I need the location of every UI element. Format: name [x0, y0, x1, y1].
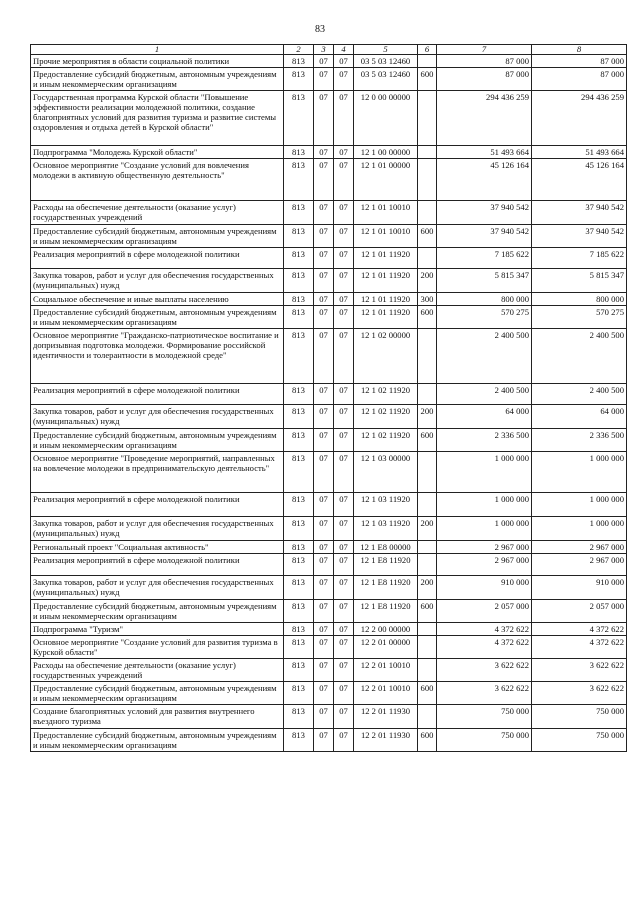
target-article-code-cell: 12 1 01 11920: [354, 293, 418, 306]
amount-year-1-cell: 51 493 664: [437, 146, 532, 159]
subsection-code-cell: 07: [334, 729, 354, 752]
table-row: [31, 384, 627, 405]
expense-type-code-cell: 600: [418, 729, 437, 752]
table-row: [31, 146, 627, 159]
col-8-header: 8: [532, 45, 627, 55]
target-article-code-cell: 12 1 01 11920: [354, 306, 418, 329]
amount-year-1-cell: 87 000: [437, 55, 532, 68]
section-code-cell: 07: [314, 452, 334, 493]
col-1-header: 1: [31, 45, 284, 55]
section-code-cell: 07: [314, 384, 334, 405]
expense-type-code-cell: [418, 55, 437, 68]
amount-year-2-cell: 2 967 000: [532, 554, 627, 576]
amount-year-1-cell: 45 126 164: [437, 159, 532, 201]
grbs-code-cell: 813: [284, 659, 314, 682]
col-2-header: 2: [284, 45, 314, 55]
table-row: [31, 269, 627, 293]
section-code-cell: 07: [314, 541, 334, 554]
amount-year-1-cell: 7 185 622: [437, 248, 532, 269]
amount-year-2-cell: 2 057 000: [532, 600, 627, 623]
table-row: [31, 429, 627, 452]
target-article-code-cell: 03 5 03 12460: [354, 55, 418, 68]
expense-type-code-cell: 200: [418, 517, 437, 541]
amount-year-2-cell: 64 000: [532, 405, 627, 429]
item-name-cell: Предоставление субсидий бюджетным, автономным учреждениям и иным некоммерческим организациям: [31, 682, 284, 705]
grbs-code-cell: 813: [284, 705, 314, 729]
expense-type-code-cell: [418, 452, 437, 493]
expense-type-code-cell: [418, 623, 437, 636]
amount-year-1-cell: 1 000 000: [437, 517, 532, 541]
item-name-cell: Предоставление субсидий бюджетным, автономным учреждениям и иным некоммерческим организациям: [31, 729, 284, 752]
subsection-code-cell: 07: [334, 306, 354, 329]
expense-type-code-cell: 600: [418, 600, 437, 623]
subsection-code-cell: 07: [334, 541, 354, 554]
item-name-cell: Реализация мероприятий в сфере молодежной политики: [31, 493, 284, 517]
amount-year-2-cell: 37 940 542: [532, 201, 627, 225]
item-name-cell: Предоставление субсидий бюджетным, автономным учреждениям и иным некоммерческим организациям: [31, 600, 284, 623]
section-code-cell: 07: [314, 293, 334, 306]
amount-year-2-cell: 1 000 000: [532, 517, 627, 541]
expense-type-code-cell: 600: [418, 225, 437, 248]
expense-type-code-cell: 200: [418, 576, 437, 600]
table-row: [31, 306, 627, 329]
grbs-code-cell: 813: [284, 554, 314, 576]
section-code-cell: 07: [314, 429, 334, 452]
section-code-cell: 07: [314, 329, 334, 384]
col-7-header: 7: [437, 45, 532, 55]
amount-year-2-cell: 800 000: [532, 293, 627, 306]
table-row: [31, 576, 627, 600]
item-name-cell: Основное мероприятие "Создание условий для вовлечения молодежи в активную общественную деятельность": [31, 159, 284, 201]
subsection-code-cell: 07: [334, 201, 354, 225]
expense-type-code-cell: 200: [418, 269, 437, 293]
item-name-cell: Подпрограмма "Туризм": [31, 623, 284, 636]
grbs-code-cell: 813: [284, 452, 314, 493]
amount-year-1-cell: 1 000 000: [437, 493, 532, 517]
target-article-code-cell: 12 2 01 11930: [354, 729, 418, 752]
grbs-code-cell: 813: [284, 306, 314, 329]
target-article-code-cell: 12 1 02 00000: [354, 329, 418, 384]
col-3-header: 3: [314, 45, 334, 55]
expense-type-code-cell: 600: [418, 429, 437, 452]
section-code-cell: 07: [314, 68, 334, 91]
section-code-cell: 07: [314, 269, 334, 293]
amount-year-2-cell: 1 000 000: [532, 452, 627, 493]
amount-year-2-cell: 2 336 500: [532, 429, 627, 452]
target-article-code-cell: 12 1 01 11920: [354, 269, 418, 293]
expense-type-code-cell: 300: [418, 293, 437, 306]
table-row: [31, 225, 627, 248]
expense-type-code-cell: [418, 554, 437, 576]
table-row: [31, 68, 627, 91]
target-article-code-cell: 12 1 E8 11920: [354, 576, 418, 600]
amount-year-1-cell: 2 400 500: [437, 329, 532, 384]
section-code-cell: 07: [314, 554, 334, 576]
subsection-code-cell: 07: [334, 91, 354, 146]
grbs-code-cell: 813: [284, 429, 314, 452]
grbs-code-cell: 813: [284, 517, 314, 541]
table-row: [31, 405, 627, 429]
target-article-code-cell: 12 1 03 11920: [354, 493, 418, 517]
item-name-cell: Основное мероприятие "Проведение мероприятий, направленных на вовлечение молодежи в предпринимательскую деятельность": [31, 452, 284, 493]
amount-year-1-cell: 1 000 000: [437, 452, 532, 493]
item-name-cell: Закупка товаров, работ и услуг для обеспечения государственных (муниципальных) нужд: [31, 517, 284, 541]
target-article-code-cell: 12 1 01 10010: [354, 201, 418, 225]
grbs-code-cell: 813: [284, 682, 314, 705]
grbs-code-cell: 813: [284, 225, 314, 248]
amount-year-1-cell: 3 622 622: [437, 682, 532, 705]
amount-year-2-cell: 294 436 259: [532, 91, 627, 146]
target-article-code-cell: 12 1 02 11920: [354, 384, 418, 405]
subsection-code-cell: 07: [334, 248, 354, 269]
amount-year-1-cell: 910 000: [437, 576, 532, 600]
amount-year-1-cell: 750 000: [437, 705, 532, 729]
amount-year-1-cell: 3 622 622: [437, 659, 532, 682]
amount-year-2-cell: 37 940 542: [532, 225, 627, 248]
expense-type-code-cell: [418, 493, 437, 517]
section-code-cell: 07: [314, 493, 334, 517]
amount-year-2-cell: 4 372 622: [532, 636, 627, 659]
table-row: [31, 659, 627, 682]
section-code-cell: 07: [314, 306, 334, 329]
amount-year-1-cell: 37 940 542: [437, 201, 532, 225]
amount-year-1-cell: 2 057 000: [437, 600, 532, 623]
item-name-cell: Закупка товаров, работ и услуг для обеспечения государственных (муниципальных) нужд: [31, 576, 284, 600]
grbs-code-cell: 813: [284, 405, 314, 429]
subsection-code-cell: 07: [334, 159, 354, 201]
table-row: [31, 541, 627, 554]
target-article-code-cell: 12 1 02 11920: [354, 429, 418, 452]
subsection-code-cell: 07: [334, 705, 354, 729]
subsection-code-cell: 07: [334, 493, 354, 517]
table-row: [31, 201, 627, 225]
target-article-code-cell: 12 2 01 10010: [354, 659, 418, 682]
table-row: [31, 55, 627, 68]
section-code-cell: 07: [314, 729, 334, 752]
table-row: [31, 329, 627, 384]
table-row: [31, 493, 627, 517]
amount-year-2-cell: 4 372 622: [532, 623, 627, 636]
section-code-cell: 07: [314, 248, 334, 269]
grbs-code-cell: 813: [284, 269, 314, 293]
amount-year-2-cell: 51 493 664: [532, 146, 627, 159]
subsection-code-cell: 07: [334, 429, 354, 452]
grbs-code-cell: 813: [284, 248, 314, 269]
col-6-header: 6: [418, 45, 437, 55]
subsection-code-cell: 07: [334, 225, 354, 248]
subsection-code-cell: 07: [334, 269, 354, 293]
expense-type-code-cell: 600: [418, 682, 437, 705]
target-article-code-cell: 12 1 03 00000: [354, 452, 418, 493]
section-code-cell: 07: [314, 55, 334, 68]
expense-type-code-cell: [418, 705, 437, 729]
amount-year-2-cell: 2 967 000: [532, 541, 627, 554]
section-code-cell: 07: [314, 201, 334, 225]
grbs-code-cell: 813: [284, 159, 314, 201]
amount-year-2-cell: 3 622 622: [532, 682, 627, 705]
grbs-code-cell: 813: [284, 293, 314, 306]
grbs-code-cell: 813: [284, 55, 314, 68]
amount-year-2-cell: 45 126 164: [532, 159, 627, 201]
amount-year-1-cell: 37 940 542: [437, 225, 532, 248]
table-row: [31, 517, 627, 541]
target-article-code-cell: 12 1 E8 00000: [354, 541, 418, 554]
item-name-cell: Расходы на обеспечение деятельности (оказание услуг) государственных учреждений: [31, 659, 284, 682]
grbs-code-cell: 813: [284, 146, 314, 159]
budget-table: [30, 44, 627, 752]
table-row: [31, 705, 627, 729]
grbs-code-cell: 813: [284, 68, 314, 91]
target-article-code-cell: 12 0 00 00000: [354, 91, 418, 146]
expense-type-code-cell: [418, 146, 437, 159]
item-name-cell: Государственная программа Курской области "Повышение эффективности реализации молодежной политики, создание благоприятных условий для развития туризма и развитие системы оздоровления и отдыха детей в Курской области": [31, 91, 284, 146]
item-name-cell: Расходы на обеспечение деятельности (оказание услуг) государственных учреждений: [31, 201, 284, 225]
amount-year-2-cell: 750 000: [532, 705, 627, 729]
subsection-code-cell: 07: [334, 600, 354, 623]
amount-year-2-cell: 2 400 500: [532, 329, 627, 384]
item-name-cell: Реализация мероприятий в сфере молодежной политики: [31, 384, 284, 405]
amount-year-1-cell: 800 000: [437, 293, 532, 306]
col-4-header: 4: [334, 45, 354, 55]
grbs-code-cell: 813: [284, 600, 314, 623]
table-row: [31, 248, 627, 269]
grbs-code-cell: 813: [284, 201, 314, 225]
target-article-code-cell: 12 1 01 00000: [354, 159, 418, 201]
amount-year-1-cell: 87 000: [437, 68, 532, 91]
amount-year-2-cell: 910 000: [532, 576, 627, 600]
section-code-cell: 07: [314, 682, 334, 705]
section-code-cell: 07: [314, 405, 334, 429]
amount-year-2-cell: 7 185 622: [532, 248, 627, 269]
amount-year-2-cell: 5 815 347: [532, 269, 627, 293]
subsection-code-cell: 07: [334, 68, 354, 91]
table-row: [31, 452, 627, 493]
subsection-code-cell: 07: [334, 55, 354, 68]
amount-year-2-cell: 2 400 500: [532, 384, 627, 405]
item-name-cell: Подпрограмма "Молодежь Курской области": [31, 146, 284, 159]
page-number: 83: [315, 24, 325, 35]
item-name-cell: Предоставление субсидий бюджетным, автономным учреждениям и иным некоммерческим организациям: [31, 429, 284, 452]
target-article-code-cell: 12 1 02 11920: [354, 405, 418, 429]
expense-type-code-cell: 600: [418, 306, 437, 329]
section-code-cell: 07: [314, 91, 334, 146]
target-article-code-cell: 12 1 E8 11920: [354, 554, 418, 576]
table-row: [31, 682, 627, 705]
subsection-code-cell: 07: [334, 452, 354, 493]
subsection-code-cell: 07: [334, 517, 354, 541]
target-article-code-cell: 12 1 E8 11920: [354, 600, 418, 623]
item-name-cell: Прочие мероприятия в области социальной политики: [31, 55, 284, 68]
amount-year-1-cell: 2 967 000: [437, 554, 532, 576]
subsection-code-cell: 07: [334, 293, 354, 306]
table-row: [31, 293, 627, 306]
amount-year-1-cell: 294 436 259: [437, 91, 532, 146]
item-name-cell: Реализация мероприятий в сфере молодежной политики: [31, 248, 284, 269]
section-code-cell: 07: [314, 517, 334, 541]
section-code-cell: 07: [314, 225, 334, 248]
amount-year-1-cell: 2 400 500: [437, 384, 532, 405]
subsection-code-cell: 07: [334, 659, 354, 682]
section-code-cell: 07: [314, 659, 334, 682]
subsection-code-cell: 07: [334, 554, 354, 576]
expense-type-code-cell: [418, 201, 437, 225]
table-row: [31, 623, 627, 636]
section-code-cell: 07: [314, 159, 334, 201]
section-code-cell: 07: [314, 636, 334, 659]
grbs-code-cell: 813: [284, 384, 314, 405]
table-row: [31, 554, 627, 576]
expense-type-code-cell: 600: [418, 68, 437, 91]
amount-year-2-cell: 750 000: [532, 729, 627, 752]
column-number-row: [31, 45, 627, 55]
table-row: [31, 159, 627, 201]
table-row: [31, 636, 627, 659]
target-article-code-cell: 12 2 01 00000: [354, 636, 418, 659]
amount-year-2-cell: 1 000 000: [532, 493, 627, 517]
expense-type-code-cell: [418, 384, 437, 405]
expense-type-code-cell: [418, 636, 437, 659]
expense-type-code-cell: [418, 159, 437, 201]
table-row: [31, 729, 627, 752]
section-code-cell: 07: [314, 705, 334, 729]
target-article-code-cell: 12 2 01 10010: [354, 682, 418, 705]
table-row: [31, 91, 627, 146]
target-article-code-cell: 12 2 01 11930: [354, 705, 418, 729]
table-row: [31, 600, 627, 623]
expense-type-code-cell: [418, 248, 437, 269]
amount-year-1-cell: 4 372 622: [437, 636, 532, 659]
grbs-code-cell: 813: [284, 729, 314, 752]
amount-year-1-cell: 64 000: [437, 405, 532, 429]
target-article-code-cell: 12 1 00 00000: [354, 146, 418, 159]
amount-year-1-cell: 4 372 622: [437, 623, 532, 636]
target-article-code-cell: 12 2 00 00000: [354, 623, 418, 636]
target-article-code-cell: 12 1 01 10010: [354, 225, 418, 248]
item-name-cell: Закупка товаров, работ и услуг для обеспечения государственных (муниципальных) нужд: [31, 269, 284, 293]
subsection-code-cell: 07: [334, 329, 354, 384]
grbs-code-cell: 813: [284, 541, 314, 554]
subsection-code-cell: 07: [334, 623, 354, 636]
subsection-code-cell: 07: [334, 384, 354, 405]
amount-year-1-cell: 2 336 500: [437, 429, 532, 452]
grbs-code-cell: 813: [284, 493, 314, 517]
target-article-code-cell: 12 1 03 11920: [354, 517, 418, 541]
item-name-cell: Основное мероприятие "Гражданско-патриотическое воспитание и допризывная подготовка молодежи. Формирование российской идентичности и толерантности в молодежной среде": [31, 329, 284, 384]
item-name-cell: Создание благоприятных условий для развития внутреннего въездного туризма: [31, 705, 284, 729]
item-name-cell: Основное мероприятие "Создание условий для развития туризма в Курской области": [31, 636, 284, 659]
item-name-cell: Закупка товаров, работ и услуг для обеспечения государственных (муниципальных) нужд: [31, 405, 284, 429]
expense-type-code-cell: [418, 329, 437, 384]
section-code-cell: 07: [314, 623, 334, 636]
item-name-cell: Социальное обеспечение и иные выплаты населению: [31, 293, 284, 306]
item-name-cell: Реализация мероприятий в сфере молодежной политики: [31, 554, 284, 576]
subsection-code-cell: 07: [334, 405, 354, 429]
item-name-cell: Предоставление субсидий бюджетным, автономным учреждениям и иным некоммерческим организациям: [31, 306, 284, 329]
target-article-code-cell: 03 5 03 12460: [354, 68, 418, 91]
section-code-cell: 07: [314, 576, 334, 600]
grbs-code-cell: 813: [284, 576, 314, 600]
expense-type-code-cell: [418, 91, 437, 146]
grbs-code-cell: 813: [284, 329, 314, 384]
item-name-cell: Предоставление субсидий бюджетным, автономным учреждениям и иным некоммерческим организациям: [31, 68, 284, 91]
col-5-header: 5: [354, 45, 418, 55]
expense-type-code-cell: 200: [418, 405, 437, 429]
section-code-cell: 07: [314, 600, 334, 623]
amount-year-2-cell: 87 000: [532, 55, 627, 68]
item-name-cell: Предоставление субсидий бюджетным, автономным учреждениям и иным некоммерческим организациям: [31, 225, 284, 248]
amount-year-1-cell: 2 967 000: [437, 541, 532, 554]
amount-year-2-cell: 570 275: [532, 306, 627, 329]
amount-year-2-cell: 3 622 622: [532, 659, 627, 682]
section-code-cell: 07: [314, 146, 334, 159]
target-article-code-cell: 12 1 01 11920: [354, 248, 418, 269]
amount-year-1-cell: 570 275: [437, 306, 532, 329]
expense-type-code-cell: [418, 659, 437, 682]
amount-year-1-cell: 750 000: [437, 729, 532, 752]
item-name-cell: Региональный проект "Социальная активность": [31, 541, 284, 554]
subsection-code-cell: 07: [334, 636, 354, 659]
expense-type-code-cell: [418, 541, 437, 554]
grbs-code-cell: 813: [284, 91, 314, 146]
subsection-code-cell: 07: [334, 576, 354, 600]
amount-year-2-cell: 87 000: [532, 68, 627, 91]
amount-year-1-cell: 5 815 347: [437, 269, 532, 293]
grbs-code-cell: 813: [284, 623, 314, 636]
subsection-code-cell: 07: [334, 682, 354, 705]
grbs-code-cell: 813: [284, 636, 314, 659]
subsection-code-cell: 07: [334, 146, 354, 159]
